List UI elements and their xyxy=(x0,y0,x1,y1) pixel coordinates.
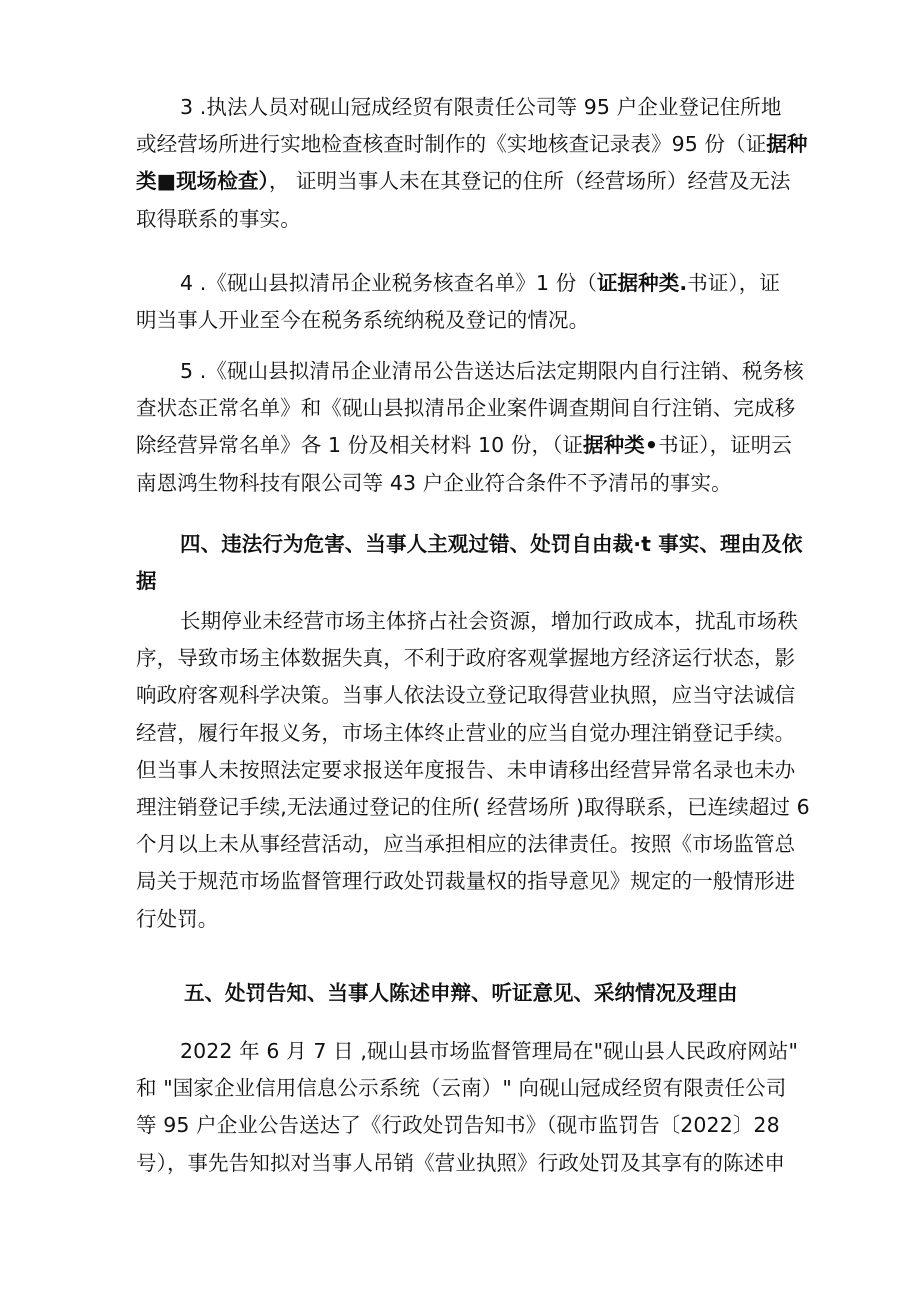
bold-run: 据种 xyxy=(766,132,808,157)
section-heading-4 xyxy=(136,526,803,600)
text-line xyxy=(136,126,808,163)
text-line: 个月以上未从事经营活动，应当承担相应的法律责任。按照《市场监管总 xyxy=(136,832,796,857)
heading-line: 据 xyxy=(136,569,157,594)
text-run: 书证），证 xyxy=(687,271,780,295)
text-run: 除经营异常名单》各 1 份及相关材料 10 份，（证 xyxy=(136,433,584,458)
text-line: 取得联系的事实。 xyxy=(136,206,301,231)
text-line: 南恩鸿生物科技有限公司等 43 户企业符合条件不予清吊的事实。 xyxy=(136,470,732,495)
text-line: 经营，履行年报义务，市场主体终止营业的应当自觉办理注销登记手续。 xyxy=(136,720,796,745)
text-line: 号），事先告知拟对当事人吊销《营业执照》行政处罚及其享有的陈述申 xyxy=(136,1150,785,1175)
text-line: 但当事人未按照法定要求报送年度报告、未申请移出经营异常名录也未办 xyxy=(136,757,796,782)
text-line: 明当事人开业至今在税务系统纳税及登记的情况。 xyxy=(136,308,590,333)
bold-run: 类■现场检查） xyxy=(136,169,269,194)
body-paragraph xyxy=(136,603,810,938)
text-run: 4 .《砚山县拟清吊企业税务核查名单》1 份（ xyxy=(180,271,597,295)
text-line: 3 .执法人员对砚山冠成经贸有限责任公司等 95 户企业登记住所地 xyxy=(180,95,782,119)
text-line xyxy=(136,265,790,302)
text-line: 行处罚。 xyxy=(136,906,219,931)
text-line xyxy=(136,427,793,464)
text-line: 2022 年 6 月 7 日 ,砚山县市场监督管理局在"砚山县人民政府网站" xyxy=(180,1039,799,1063)
heading-line: 四、违法行为危害、当事人主观过错、处罚自由裁·t 事实、理由及依 xyxy=(180,532,803,556)
text-line: 等 95 户企业公告送达了《行政处罚告知书》（砚市监罚告〔2022〕28 xyxy=(136,1113,780,1138)
text-run: 或经营场所进行实地检查核查时制作的《实地核查记录表》95 份（证 xyxy=(136,132,767,157)
evidence-item-5 xyxy=(136,353,804,502)
body-paragraph xyxy=(136,1033,799,1182)
text-line: 5 .《砚山县拟清吊企业清吊公告送达后法定期限内自行注销、税务核 xyxy=(180,359,804,383)
text-line: 响政府客观科学决策。当事人依法设立登记取得营业执照，应当守法诚信 xyxy=(136,683,796,708)
text-line: 局关于规范市场监督管理行政处罚裁量权的指导意见》规定的一般情形进 xyxy=(136,869,796,894)
text-line: 和 "国家企业信用信息公示系统（云南）" 向砚山冠成经贸有限责任公司 xyxy=(136,1076,787,1101)
section-heading-5: 五、处罚告知、当事人陈述申辩、听证意见、采纳情况及理由 xyxy=(184,981,738,1005)
text-line xyxy=(136,163,790,200)
text-line: 查状态正常名单》和《砚山县拟清吊企业案件调查期间自行注销、完成移 xyxy=(136,396,796,421)
evidence-item-4 xyxy=(136,265,790,339)
text-run: ， 证明当事人未在其登记的住所（经营场所）经营及无法 xyxy=(268,169,791,194)
evidence-item-3 xyxy=(136,89,808,238)
bold-run: 证据种类. xyxy=(596,271,688,295)
text-line: 理注销登记手续,无法通过登记的住所( 经营场所 )取得联系，已连续超过 6 xyxy=(136,795,810,820)
text-line: 序，导致市场主体数据失真，不利于政府客观掌握地方经济运行状态，影 xyxy=(136,646,796,671)
bold-run: 据种类• xyxy=(583,433,659,458)
text-line: 长期停业未经营市场主体挤占社会资源，增加行政成本，扰乱市场秩 xyxy=(180,609,798,633)
text-run: 书证），证明云 xyxy=(658,433,793,458)
